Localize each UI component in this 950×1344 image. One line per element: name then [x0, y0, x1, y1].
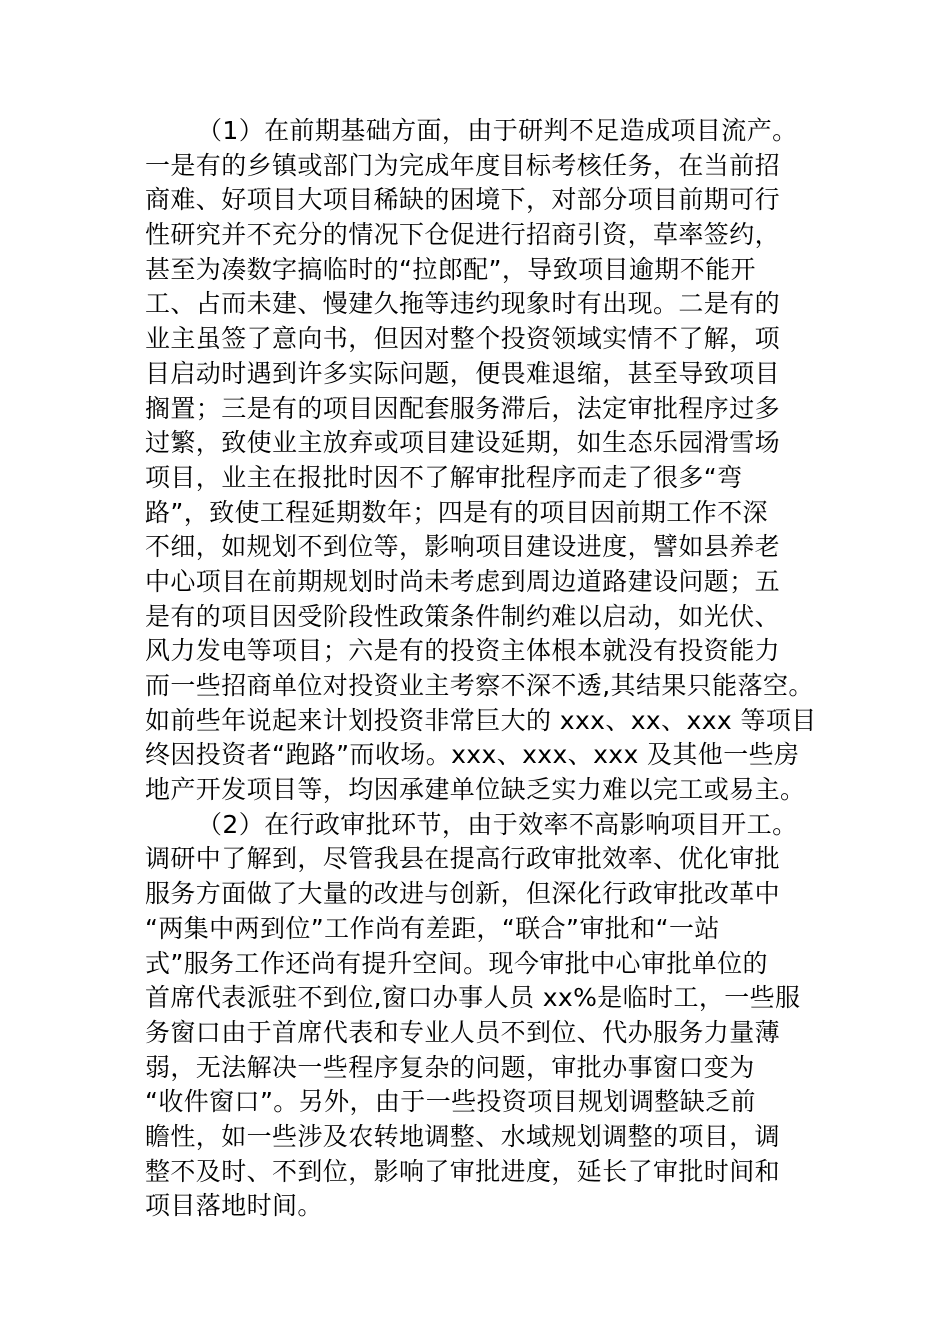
text-line: 务窗口由于首席代表和专业人员不到位、代办服务力量薄	[145, 1017, 781, 1047]
text-line: 搁置；三是有的项目因配套服务滞后，法定审批程序过多	[145, 393, 781, 423]
text-line: 甚至为凑数字搞临时的“拉郎配”，导致项目逾期不能开	[145, 254, 756, 284]
text-line: “收件窗口”。另外，由于一些投资项目规划调整缺乏前	[145, 1087, 756, 1117]
text-line: 商难、好项目大项目稀缺的困境下，对部分项目前期可行	[145, 185, 781, 215]
text-line: 弱，无法解决一些程序复杂的问题，审批办事窗口变为	[145, 1052, 755, 1082]
text-line: 工、占而未建、慢建久拖等违约现象时有出现。二是有的	[145, 289, 781, 319]
text-line: 不细，如规划不到位等，影响项目建设进度，譬如县养老	[145, 532, 781, 562]
text-line: （1）在前期基础方面，由于研判不足造成项目流产。	[197, 116, 798, 145]
text-line: 地产开发项目等，均因承建单位缺乏实力难以完工或易主。	[145, 775, 806, 805]
text-line: 性研究并不充分的情况下仓促进行招商引资，草率签约，	[145, 220, 781, 250]
text-line: 终因投资者“跑路”而收场。xxx、xxx、xxx 及其他一些房	[145, 740, 800, 770]
document-body	[145, 114, 817, 1224]
paragraph-1	[145, 114, 817, 808]
text-line: 调研中了解到，尽管我县在提高行政审批效率、优化审批	[145, 844, 781, 874]
text-line: 服务方面做了大量的改进与创新，但深化行政审批改革中	[145, 879, 781, 909]
text-line: 而一些招商单位对投资业主考察不深不透,其结果只能落空。	[145, 671, 814, 700]
text-line: 是有的项目因受阶段性政策条件制约难以启动，如光伏、	[145, 601, 781, 631]
text-line: 如前些年说起来计划投资非常巨大的 xxx、xx、xxx 等项目	[145, 705, 817, 735]
paragraph-2	[145, 808, 809, 1224]
text-line: 项目落地时间。	[145, 1191, 323, 1221]
text-line: 过繁，致使业主放弃或项目建设延期，如生态乐园滑雪场	[145, 428, 781, 458]
text-line: 路”，致使工程延期数年；四是有的项目因前期工作不深	[145, 497, 768, 527]
text-line: 风力发电等项目；六是有的投资主体根本就没有投资能力	[145, 636, 781, 666]
text-line: 业主虽签了意向书，但因对整个投资领域实情不了解，项	[145, 324, 781, 354]
text-line: 整不及时、不到位，影响了审批进度，延长了审批时间和	[145, 1156, 781, 1186]
text-line: 瞻性，如一些涉及农转地调整、水域规划调整的项目，调	[145, 1121, 781, 1151]
text-line: 式”服务工作还尚有提升空间。现今审批中心审批单位的	[145, 948, 768, 978]
text-line: （2）在行政审批环节，由于效率不高影响项目开工。	[197, 809, 798, 839]
text-line: 首席代表派驻不到位,窗口办事人员 xx%是临时工，一些服	[145, 983, 801, 1013]
text-line: 一是有的乡镇或部门为完成年度目标考核任务，在当前招	[145, 150, 781, 180]
text-line: 目启动时遇到许多实际问题，便畏难退缩，甚至导致项目	[145, 358, 781, 388]
text-line: 项目，业主在报批时因不了解审批程序而走了很多“弯	[145, 462, 743, 492]
text-line: “两集中两到位”工作尚有差距，“联合”审批和“一站	[145, 913, 720, 943]
text-line: 中心项目在前期规划时尚未考虑到周边道路建设问题；五	[145, 566, 781, 596]
